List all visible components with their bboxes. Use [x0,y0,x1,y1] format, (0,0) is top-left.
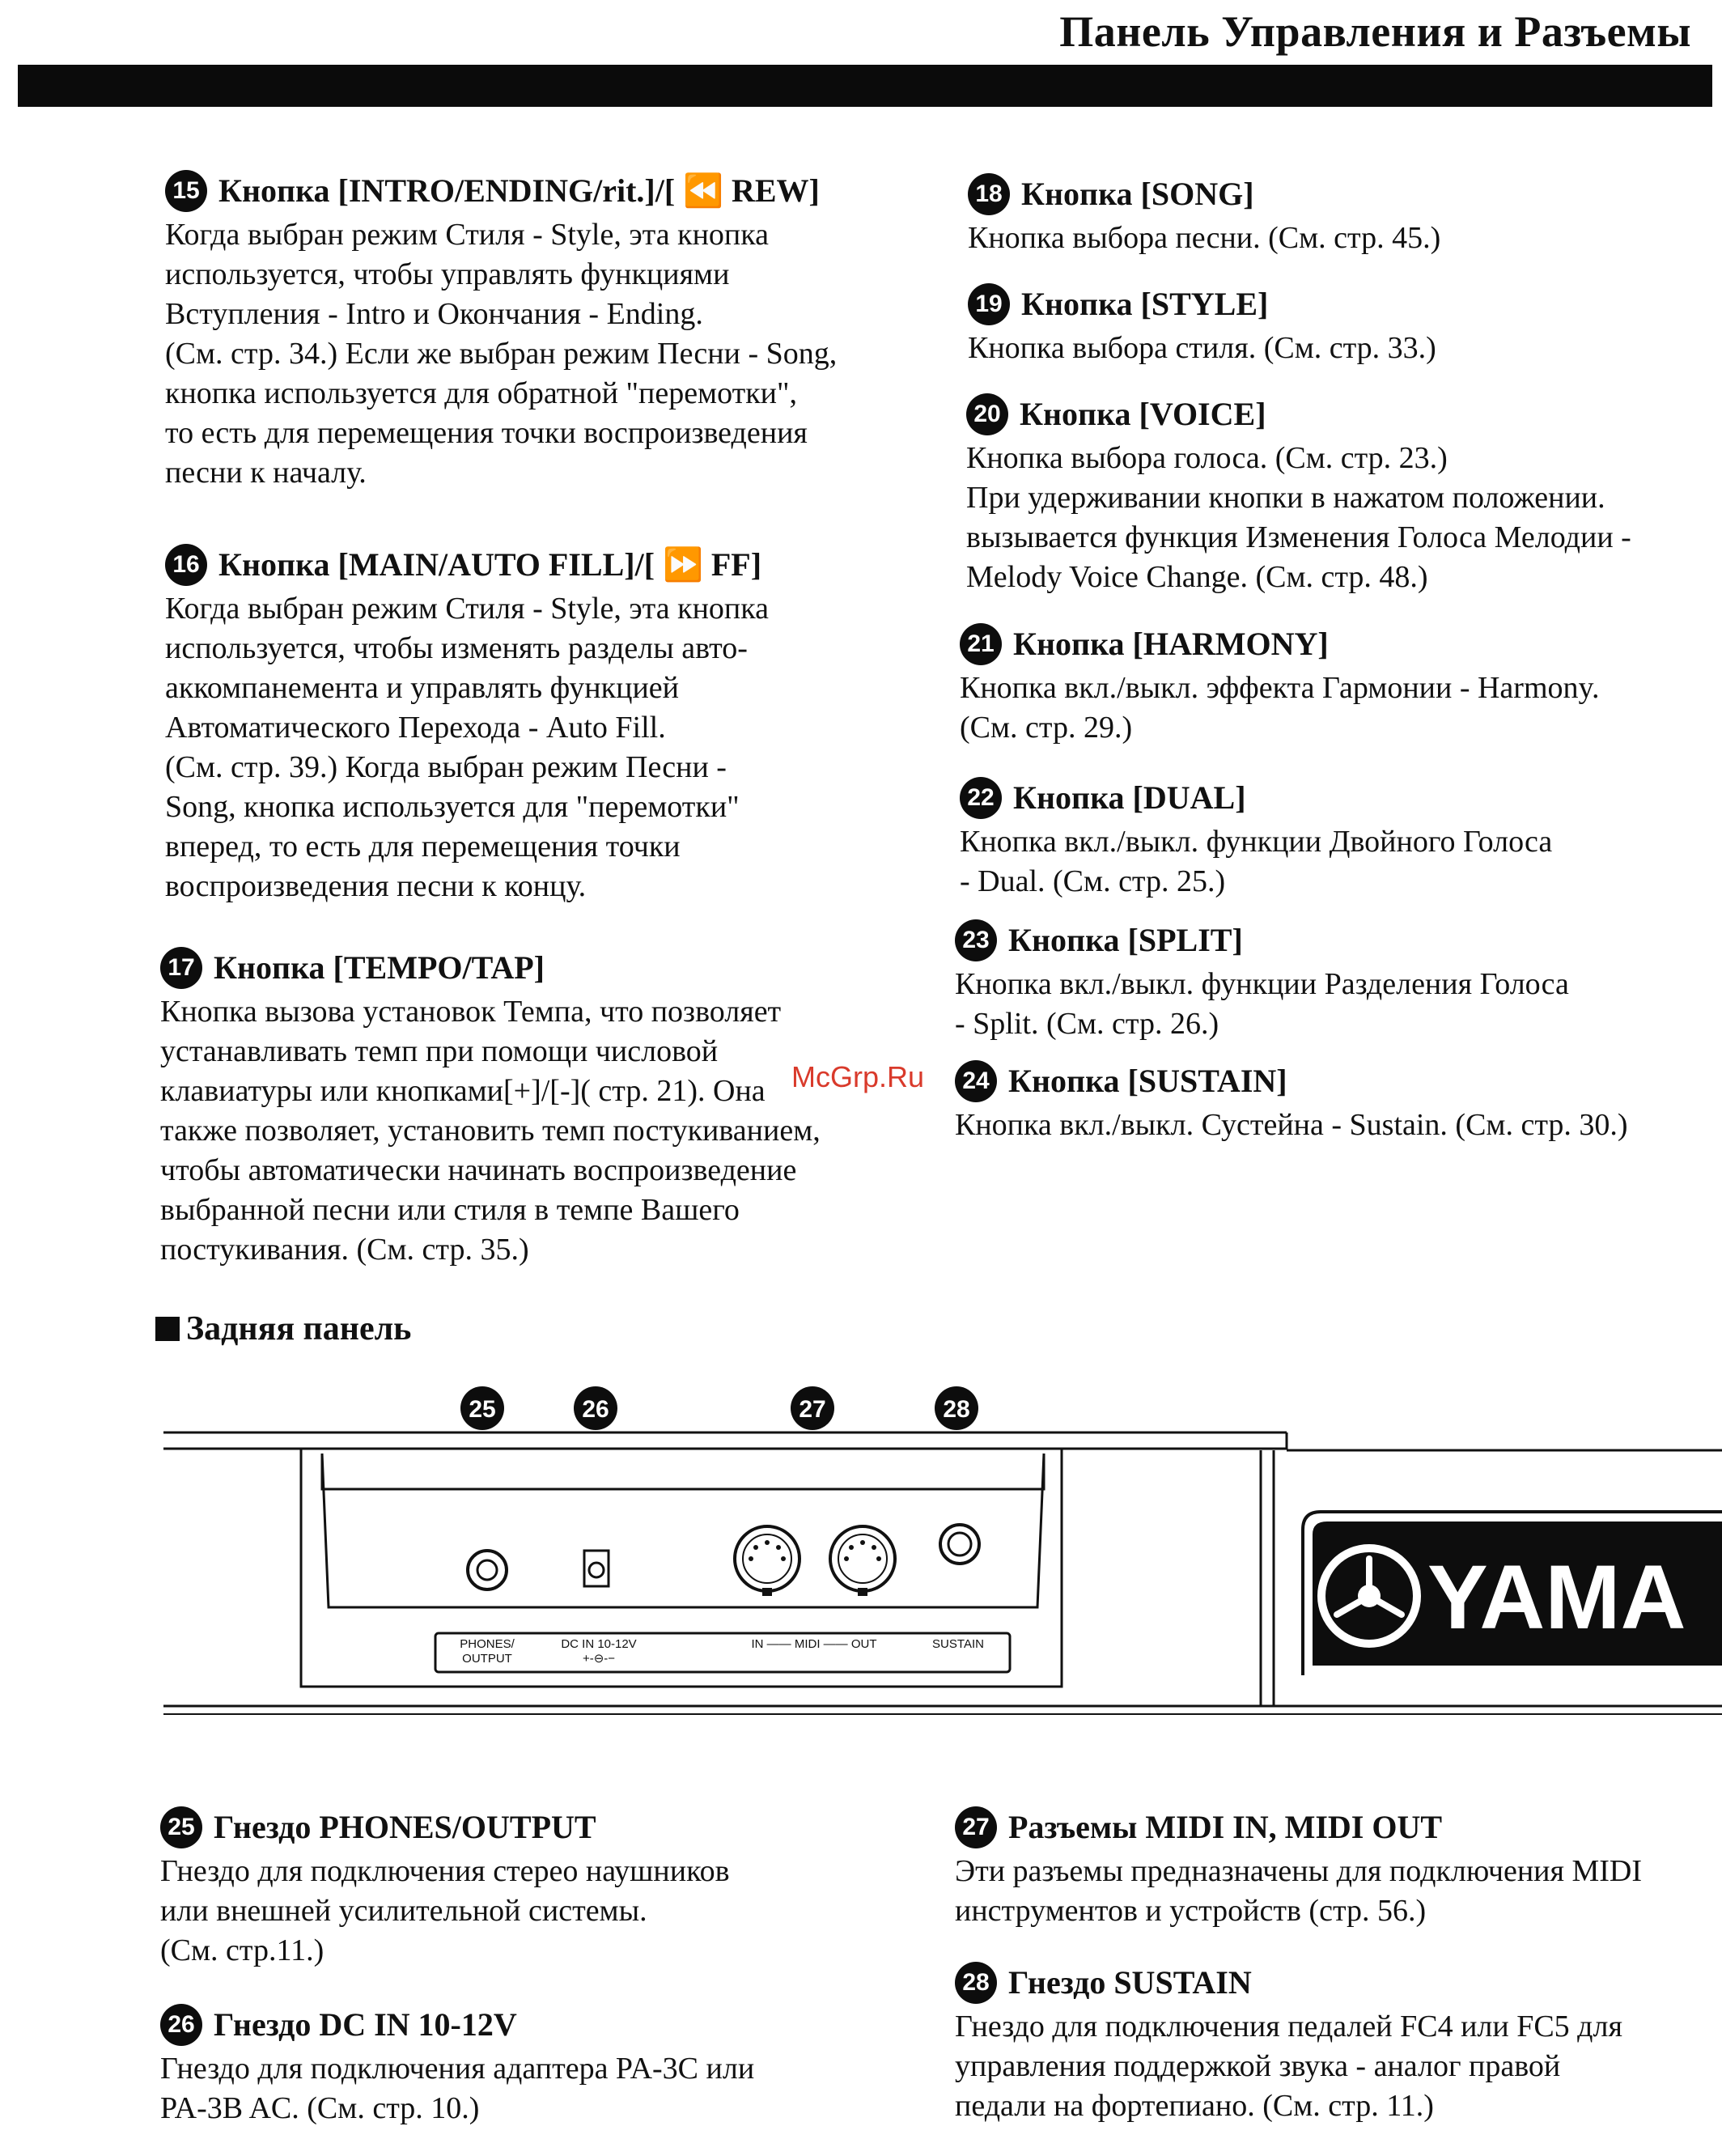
control-title: Кнопка [SPLIT] [1008,922,1243,958]
midi-label: IN —— MIDI —— OUT [751,1637,877,1651]
jack-27 [955,1806,1719,1931]
jack-description: Гнездо для подключения адаптера PA-3C или PA-3B AC. (См. стр. 10.) [160,2052,755,2125]
jack-28 [955,1962,1719,2126]
brand-plate [1303,1512,1722,1675]
jack-description: Эти разъемы предназначены для подключения MIDI инструментов и устройств (стр. 56.) [955,1854,1643,1928]
number-badge: 22 [960,777,1002,819]
header-rule [18,65,1712,107]
watermark: McGrp.Ru [791,1060,925,1093]
callout-28 [935,1386,978,1430]
number-badge: 24 [955,1060,997,1102]
control-title: Кнопка [TEMPO/TAP] [214,949,545,986]
control-23 [955,919,1711,1044]
jack-title: Гнездо DC IN 10-12V [214,2006,517,2043]
svg-text:26: 26 [582,1396,609,1423]
square-bullet-icon [155,1317,180,1341]
jack-description: Гнездо для подключения педалей FC4 или FC5 для управления поддержкой звука - аналог правой педали на фортепиано. (См. стр. 11.) [955,2010,1622,2123]
number-badge: 26 [160,2004,202,2046]
control-20 [966,393,1717,597]
control-16 [165,544,942,906]
control-18 [968,173,1712,258]
control-15 [165,170,942,493]
number-badge: 19 [968,283,1010,325]
control-title: Кнопка [SONG] [1021,176,1254,212]
rear-panel-heading-text: Задняя панель [186,1310,412,1348]
svg-text:28: 28 [943,1396,970,1423]
dc-in-jack [584,1551,609,1586]
control-description: Кнопка вкл./выкл. эффекта Гармонии - Harmony. (См. стр. 29.) [960,671,1600,745]
number-badge: 21 [960,623,1002,665]
control-title: Кнопка [INTRO/ENDING/rit.]/[ ⏪ REW] [218,172,820,209]
number-badge: 20 [966,393,1008,435]
rear-panel-diagram [0,1376,1722,1732]
number-badge: 15 [165,170,207,212]
control-description: Кнопка выбора песни. (См. стр. 45.) [968,221,1441,255]
phones-jack [468,1551,507,1589]
control-description: Кнопка вкл./выкл. функции Двойного Голоса - Dual. (См. стр. 25.) [960,825,1553,898]
svg-text:25: 25 [469,1396,496,1423]
jack-title: Гнездо SUSTAIN [1008,1964,1252,2001]
control-description: Кнопка вкл./выкл. функции Разделения Голоса - Split. (См. стр. 26.) [955,967,1569,1041]
phones-label-line2: OUTPUT [462,1652,512,1666]
midi-in-connector [735,1526,800,1596]
control-title: Кнопка [STYLE] [1021,286,1269,322]
control-22 [960,777,1711,902]
sustain-label: SUSTAIN [932,1637,984,1651]
jack-25 [160,1806,913,1971]
svg-text:27: 27 [799,1396,826,1423]
brand-text: YAMA [1427,1547,1686,1648]
control-title: Кнопка [DUAL] [1013,779,1246,816]
control-19 [968,283,1712,368]
control-title: Кнопка [HARMONY] [1013,626,1329,662]
callout-26 [574,1386,617,1430]
jack-description: Гнездо для подключения стерео наушников или внешней усилительной системы. (См. стр.11.) [160,1854,730,1967]
midi-out-connector [830,1526,895,1596]
page-title: Панель Управления и Разъемы [1059,7,1691,56]
rear-panel-heading [155,1309,411,1348]
callout-25 [460,1386,504,1430]
control-description: Когда выбран режим Стиля - Style, эта кнопка используется, чтобы управлять функциями Вступления - Intro и Окончания - Ending. (См. стр. 34.) Если же выбран режим Песни - Song, кнопка используется для обратной "перемотки", то есть для перемещения точки воспроизведения песни к началу. [165,218,838,490]
callout-27 [791,1386,834,1430]
control-title: Кнопка [VOICE] [1020,396,1266,432]
number-badge: 16 [165,544,207,586]
phones-label-line1: PHONES/ [460,1637,515,1651]
number-badge: 23 [955,919,997,961]
number-badge: 25 [160,1806,202,1848]
number-badge: 27 [955,1806,997,1848]
number-badge: 28 [955,1962,997,2004]
number-badge: 18 [968,173,1010,215]
dcin-label-line1: DC IN 10-12V [561,1637,637,1651]
jack-26 [160,2004,913,2128]
jack-title: Разъемы MIDI IN, MIDI OUT [1008,1809,1443,1845]
control-21 [960,623,1711,748]
control-description: Кнопка вкл./выкл. Сустейна - Sustain. (См. стр. 30.) [955,1108,1628,1142]
control-17 [160,947,937,1270]
control-description: Кнопка выбора голоса. (См. стр. 23.) При удерживании кнопки в нажатом положении. вызывается функция Изменения Голоса Мелодии - Melody Voice Change. (См. стр. 48.) [966,441,1631,594]
control-title: Кнопка [MAIN/AUTO FILL]/[ ⏩ FF] [218,546,762,583]
dcin-label-line2: +-⊖-− [582,1652,616,1666]
control-24 [955,1060,1716,1145]
control-description: Когда выбран режим Стиля - Style, эта кнопка используется, чтобы изменять разделы авто- аккомпанемента и управлять функцией Автоматического Перехода - Auto Fill. (См. стр. 39.) Когда выбран режим Песни - Song, кнопка используется для "перемотки" вперед, то есть для перемещения точки воспроизведения песни к концу. [165,592,769,903]
control-description: Кнопка вызова установок Темпа, что позволяет устанавливать темп при помощи числовой клавиатуры или кнопками[+]/[-]( стр. 21). Она также позволяет, установить темп постукиванием, чтобы автоматически начинать воспроизведение выбранной песни или стиля в темпе Вашего постукивания. (См. стр. 35.) [160,995,821,1267]
sustain-jack [940,1525,979,1564]
control-title: Кнопка [SUSTAIN] [1008,1063,1287,1099]
control-description: Кнопка выбора стиля. (См. стр. 33.) [968,331,1436,365]
jack-title: Гнездо PHONES/OUTPUT [214,1809,596,1845]
number-badge: 17 [160,947,202,989]
